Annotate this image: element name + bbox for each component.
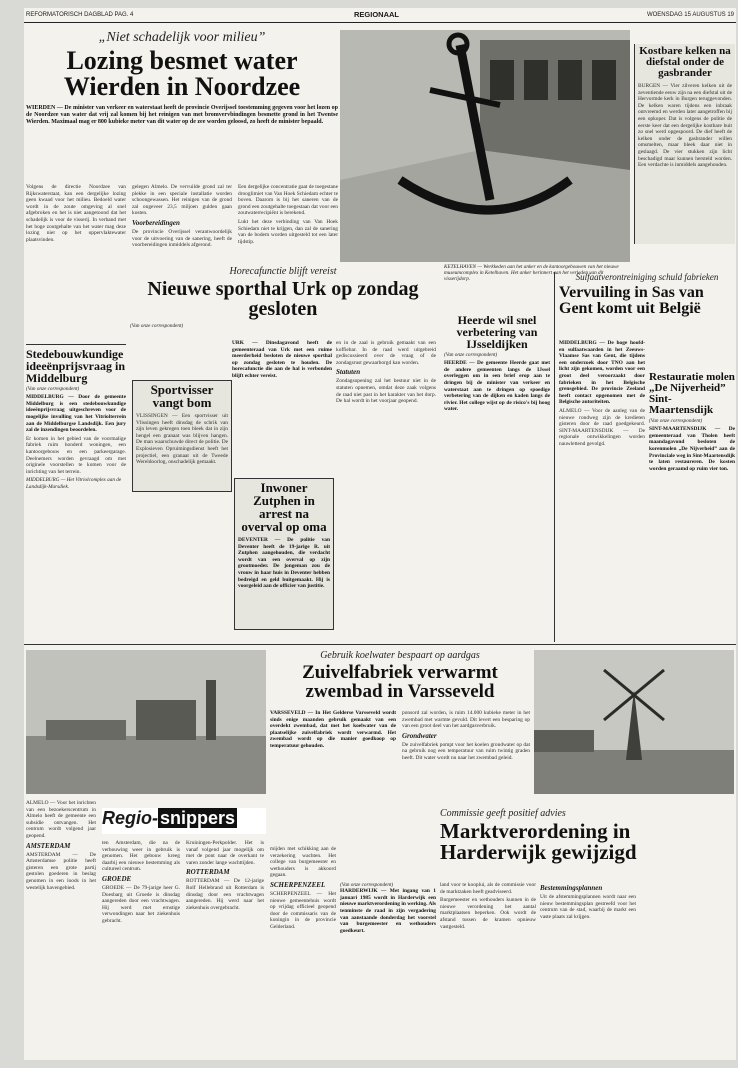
lead-col2: gelegen Almelo. De vervuilde grond zal ter plekke in een speciale installatie worden schoongewassen. Het reinigen van de grond zal ongeveer 23,5 miljoen gulden gaan kosten. — [132, 184, 232, 217]
masthead-date: WOENSDAG 15 AUGUSTUS 19 — [646, 12, 734, 18]
regio-title — [102, 808, 266, 834]
masthead-left: REFORMATORISCH DAGBLAD PAG. 4 — [26, 12, 134, 18]
ijssel-body: HEERDE — De gemeente Heerde gaat met de andere gemeenten langs de IJssel overleggen om in een brief erop aan te dringen bij de minister van verkeer en waterstaat aan te dringen op spoedige verbetering van de dijken en kaden langs de rivier. Het college wijst op de risico's bij hoog water. — [444, 360, 550, 413]
lead-col3b: Lukt het deze verbinding van Van Hoek Schiedam niet te krijgen, dan zal de sanering van de bodem worden uitgesteld tot een later tijdstip. — [238, 218, 338, 245]
harderwijk-col3: Uit de afstemmingsplannen wordt naar een nieuw bestemmingsplan gestreefd voor het centrum van de stad, waarbij de markt een vaste plaats zal krijgen. — [540, 894, 636, 920]
kelken-sidebar — [634, 44, 735, 244]
harderwijk-col2b: Burgemeester en wethouders kunnen in de nieuwe verordening het aantal marktplaatsen beperken. Ook wordt de afstand tussen de kramen opnieuw vastgesteld. — [440, 897, 536, 930]
zuivel-kicker: Gebruik koelwater bespaart op aardgas — [320, 650, 480, 661]
harderwijk-col2: land voor te kooplui, als de commissie voor de marktzaken heeft geadviseerd. — [440, 882, 536, 895]
sporthal-headline: Nieuwe sporthal Urk op zondag gesloten — [147, 278, 419, 320]
regio-sub2: GROEDE — [102, 874, 132, 883]
sportvisser-body: VLISSINGEN — Een sportvisser uit Vlissingen heeft dinsdag de schrik van zijn leven gekregen toen bleek dat in zijn hengel een granaat was blijven hangen. De man waarschuwde direct de politie. De Explosieven Opruimingsdienst heeft het projectiel, een granaat uit de Tweede Wereldoorlog, onschadelijk gemaakt. — [136, 413, 228, 466]
middelburg-article — [26, 344, 126, 645]
lead-headline: Lozing besmet water Wierden in Noordzee — [63, 46, 301, 101]
factory-photo-image — [26, 650, 266, 794]
masthead — [24, 8, 736, 23]
regio-col1: ALMELO — Voor het inrichten van een bezoekerscentrum in Almelo heeft de gemeente een subsidie ontvangen. Het centrum wordt volgend jaar geopend. — [26, 800, 96, 839]
lead-col3: Een dergelijke concentratie gaat de toegestane drooglimiet van Van Hoek Schiedam echter te boven. Daarom is bij het saneren van de grond een zoutgehalte toegestaan dat voor een zoutwaterrecipiënt is berekend. — [238, 184, 338, 217]
middelburg-body: Er komen in het gebied van de voormalige fabriek ruim honderd woningen, een kantoorgebouw en een parkeergarage. Deelnemers worden gevraagd om met originele voorstellen te komen voor de inrichting van het terrein. — [26, 435, 126, 475]
newspaper-page — [24, 8, 736, 1060]
ijssel-article — [444, 314, 550, 614]
sportvisser-article — [132, 380, 232, 492]
sas-body: MIDDELBURG — De hoge hoofd- en sulfaatwaarden in het Zeeuws-Vlaamse Sas van Gent, die tijdens een onderzoek door TNO aan het licht zijn gekomen, worden voor een groot deel veroorzaakt door fabrieken in het Belgische grensgebied. De provincie Zeeland heeft contact opgenomen met de Belgische autoriteiten. — [559, 340, 645, 406]
middelburg-headline: Stedebouwkundige ideeënprijsvraag in Middelburg — [26, 347, 125, 385]
restauratie-body: SINT-MAARTENSDIJK — De gemeenteraad van Tholen heeft maandagavond besloten de korenmolen „De Nijverheid” aan de Provinciale weg in Sint-Maartensdijk te laten restaureren. De kosten worden geraamd op ruim vier ton. — [649, 426, 735, 472]
lead-kicker: „Niet schadelijk voor milieu” — [98, 30, 266, 45]
harderwijk-headline: Marktverordening in Harderwijk gewijzigd — [440, 819, 637, 864]
zuivel-headline: Zuivelfabriek verwarmt zwembad in Varsseveld — [302, 662, 498, 702]
harderwijk-byline: (Van onze correspondent) — [340, 882, 394, 888]
zuivel-col2: ponsord zal worden, is ruim 14.000 kubieke meter in het zwembad met warmte gevuld. Dit levert een besparing op van een groot deel van het aardgasverbruik. — [402, 710, 530, 730]
zuivel-subhead: Grondwater — [402, 731, 437, 740]
sas-notes: ALMELO — Voor de aanleg van de nieuwe rondweg zijn de kredieten gisteren door de raad goedgekeurd. SINT-MAARTENSDIJK — De regionale ontwikkelingen worden nauwlettend gevolgd. — [559, 407, 645, 447]
sas-article — [554, 272, 735, 642]
harderwijk-kicker: Commissie geeft positief advies — [440, 808, 566, 819]
middelburg-intro: MIDDELBURG — Door de gemeente Middelburg is een stedebouwkundige ideeënprijsvraag uitgeschreven voor de mogelijke invulling van het Vitriolterrein aan de Middelburgse Landsdijk. Een jury zal de inzendingen beoordelen. — [26, 394, 126, 434]
kelken-body: BURGEN — Vier zilveren kelken uit de zeventiende eeuw zijn na een diefstal uit de Hervormde kerk in Burgen teruggevonden. De kelken waren tijdens een inbraak ontvreemd en werden later aangetroffen bij een opkoper. Dat is volgens de politie de eerste keer dat een dergelijke kostbare buit zo snel werd opgespoord. De dief heeft de kelken onder de gasbrander willen omsmelten, maar bleek daar niet in geslaagd. De vier stukken zijn licht beschadigd maar kunnen hersteld worden. Een verdachte is inmiddels aangehouden. — [638, 83, 732, 169]
harderwijk-article — [340, 808, 734, 1058]
harderwijk-intro: HARDERWIJK — Met ingang van 1 januari 1985 wordt in Harderwijk een nieuwe marktverordening in werking. Als tenminste de raad in zijn vergadering van aanstaande donderdag het voorstel van burgemeester en wethouders goedkeurt. — [340, 888, 436, 934]
sas-kicker: Sulfaatverontreiniging schuld fabrieken — [575, 272, 719, 282]
regio-col1b: AMSTERDAM — De Amsterdamse politie heeft gisteren een grote partij gestolen goederen in beslag genomen in een loods in het westelijk havengebied. — [26, 851, 96, 891]
sporthal-byline: (Van onze correspondent) — [130, 323, 184, 329]
zutphen-article — [234, 478, 334, 630]
regio-col4: mijden met schikking aan de verzekering wachten. Het college van burgemeester en wethouders is akkoord gegaan. — [270, 846, 336, 879]
regio-col2: ten Amsterdam, die na de verbouwing weer in gebruik is genomen. Het gebouw kreeg daarbij een nieuwe bestemming als cultureel centrum. — [102, 840, 180, 873]
sporthal-col1: URK — Dinsdagavond heeft de gemeenteraad van Urk met een ruime meerderheid besloten de nieuwe sporthal op zondag gesloten te houden. De horecafunctie die aan de hal is verbonden blijft echter vereist. — [232, 340, 332, 379]
masthead-section: REGIONAAL — [354, 10, 399, 19]
lead-article — [26, 30, 338, 260]
anchor-caption: KETELHAVEN — Werkkeden aan het anker en de kantoorgebouwen van het nieuwe museumcomplex in Ketelhaven. Het anker herinnert aan het verleden van dit visserijdorp. — [444, 264, 619, 283]
windmill-photo-image — [534, 650, 734, 794]
section-rule — [24, 644, 736, 645]
zuivel-photo-left — [26, 650, 266, 794]
harderwijk-subhead: Bestemmingsplannen — [540, 884, 603, 892]
zuivel-col2b: De zuivelfabriek pompt voor het koelen grondwater op dat na gebruik nog een temperatuur van ruim twintig graden heeft. Dit water wordt nu naar het zwembad geleid. — [402, 741, 530, 761]
regio-sub1: AMSTERDAM — [26, 841, 71, 850]
regio-col4-box — [270, 846, 336, 1046]
middelburg-caption: MIDDELBURG — Het Vitriolcomplex aan de Landsdijk-Marsdiek. — [26, 477, 122, 490]
lead-col1: Volgens de directie Noordzee van Rijkswaterstaat, kan een dergelijke lozing geen kwaad voor het milieu. Bedoeld water wordt in de zoute omgeving al snel afgebroken en het is niet aangetoond dat het schadelijk is voor de visserij. In verband met het hoge zoutgehalte van het water mag deze lozing niet op het oppervlaktewater plaatsvinden. — [26, 184, 126, 243]
regio-col4b: SCHERPENZEEL — Het nieuwe gemeentehuis wordt op vrijdag officieel geopend door de commissaris van de koningin in de provincie Gelderland. — [270, 890, 336, 930]
sporthal-kicker: Horecafunctie blijft vereist — [229, 266, 337, 277]
kelken-headline: Kostbare kelken na diefstal onder de gasbrander — [639, 45, 731, 79]
restauratie-headline: Restauratie molen „De Nijverheid” Sint-Maartensdijk — [649, 372, 735, 416]
anchor-photo-image — [340, 30, 630, 262]
lead-intro: WIERDEN — De minister van verkeer en waterstaat heeft de provincie Overijssel toestemming gegeven voor het lozen op de Noordzee van water dat vrij zal komen bij het reinigen van met bromvervbindingen besmette grond in het Twentse Wierden. Maximaal mag er 800 kubieke meter van dit water op de zee worden geloosd, zo heeft de minister bepaald. — [26, 105, 338, 126]
anchor-photo — [340, 30, 630, 262]
sporthal-col2b: Zondagsopening zal het bestuur niet in de statuten opnemen, omdat deze zaak volgens de raad niet past in het karakter van het dorp. De hal wordt in het voorjaar geopend. — [336, 378, 436, 405]
windmill-photo — [534, 650, 734, 794]
zuivel-col1: VARSSEVELD — In Het Gelderse Varsseveld wordt sinds enige maanden gebruik gemaakt van een overdekt zwembad, dat met het koelwater van de plaatselijke zuivelfabriek wordt verwarmd. Het zwembad wordt op die manier goedkoop op temperatuur gehouden. — [270, 710, 396, 749]
lead-subhead: Voorbereidingen — [132, 218, 180, 227]
restauratie-byline: (Van onze correspondent) — [649, 418, 703, 424]
regio-sub4: SCHERPENZEEL — [270, 880, 326, 889]
regio-title-1: Regio- — [102, 808, 158, 828]
sportvisser-headline: Sportvisser vangt bom — [150, 382, 214, 410]
regio-col2b: GROEDE — De 79-jarige heer G. Doesbarg uit Groede is dinsdag aangereden door een vrachtwagen. Hij werd met ernstige verwondingen naar het ziekenhuis gebracht. — [102, 884, 180, 924]
ijssel-headline: Heerde wil snel verbetering van IJsseldijken — [456, 314, 538, 351]
zutphen-headline: Inwoner Zutphen in arrest na overval op oma — [241, 480, 327, 534]
ijssel-byline: (Van onze correspondent) — [444, 352, 498, 358]
sporthal-col2: en in de zaal is gebruik gemaakt van een koffiebar. In de raad werd uitgebreid gediscussieerd over de vraag of de zondagsrust gewaarborgd kan worden. — [336, 340, 436, 366]
regio-sub3: ROTTERDAM — [186, 868, 230, 877]
zutphen-body: DEVENTER — De politie van Deventer heeft de 19-jarige R. uit Zutphen aangehouden, die verdacht wordt van een overval op zijn grootmoeder. De jongeman zou de vrouw in haar huis in Deventer hebben bedreigd en geld buitgemaakt. Hij is voorgeleid aan de officier van justitie. — [238, 537, 330, 590]
sporthal-subhead: Statuten — [336, 368, 361, 377]
sas-headline: Vervuiling in Sas van Gent komt uit België — [559, 284, 704, 317]
lead-col2b: De provincie Overijssel verantwoordelijk voor de uitvoering van de sanering, heeft de voorbereidingen inmiddels afgerond. — [132, 228, 232, 249]
regio-col3: Kruiningen-Perkpolder. Het is vanaf volgend jaar mogelijk om met de pont naar de overkant te varen zonder lange wachttijden. — [186, 840, 264, 866]
regio-title-2: snippers — [160, 808, 236, 828]
regio-col3b: ROTTERDAM — De 12-jarige Rolf Hellebrand uit Rotterdam is dinsdag door een vrachtwagen aangereden. Hij werd naar het ziekenhuis overgebracht. — [186, 878, 264, 911]
regio-section — [26, 800, 266, 1058]
middelburg-byline: (Van onze correspondent) — [26, 386, 80, 392]
